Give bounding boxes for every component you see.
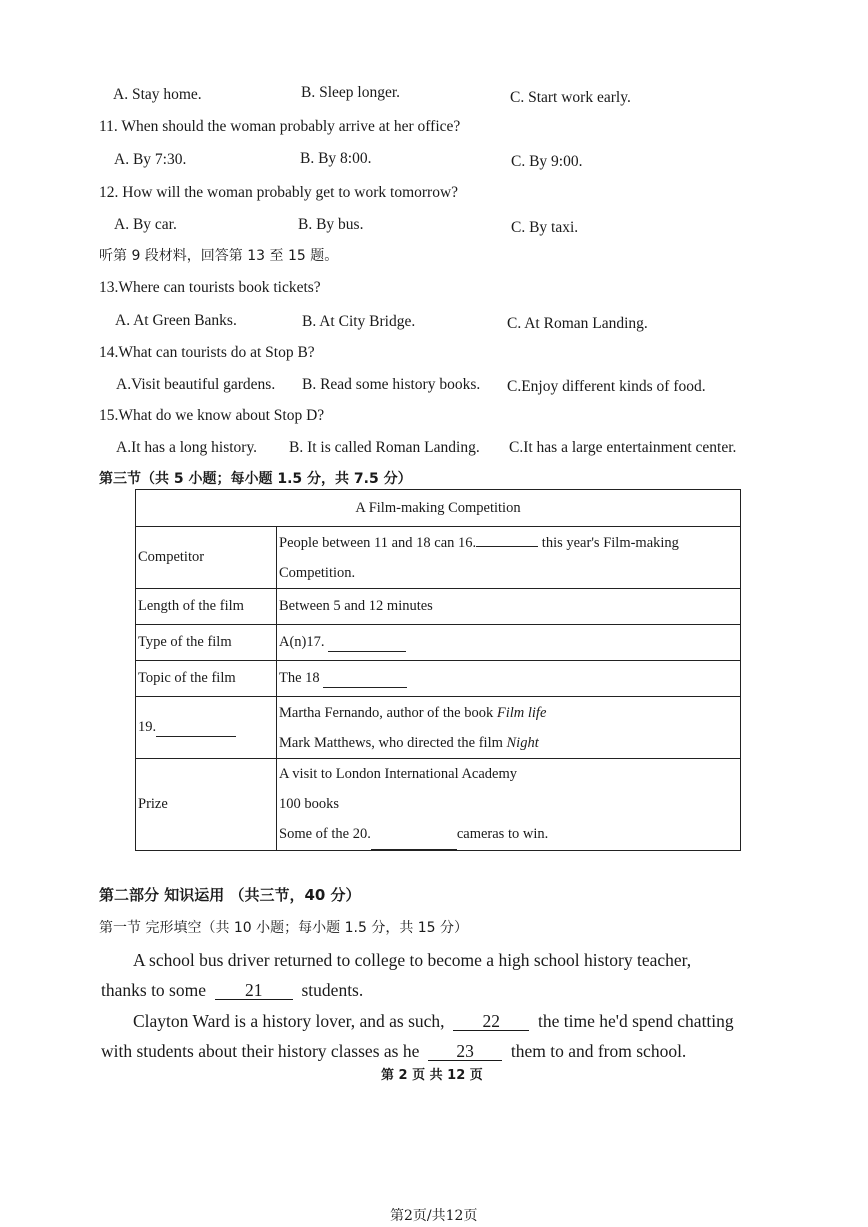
competitor-cell: [277, 527, 741, 589]
q15-question: 15.What do we know about Stop D?: [99, 407, 325, 424]
blank-17[interactable]: [328, 634, 406, 652]
prize-3-end: cameras to win.: [456, 826, 549, 842]
q13-question: 13.Where can tourists book tickets?: [99, 279, 321, 296]
judges-cell: [277, 697, 741, 759]
prize-3: Some of the 20.: [279, 826, 371, 842]
passage-text: with students about their history classes as he: [101, 1041, 420, 1061]
section3-heading: 第三节（共 5 小题；每小题 1.5 分，共 7.5 分）: [99, 471, 412, 487]
prize-cell: [277, 759, 741, 851]
passage-text: thanks to some: [101, 980, 206, 1000]
topic-value: The 18: [279, 669, 320, 686]
q13-option-b: B. At City Bridge.: [302, 313, 416, 330]
judges-label-cell: [136, 697, 277, 759]
competitor-text-end: Competition.: [279, 564, 356, 581]
passage-text: the time he'd spend chatting: [538, 1011, 734, 1031]
competitor-label: Competitor: [136, 527, 277, 589]
table-row: [136, 661, 741, 697]
table-title: A Film-making Competition: [136, 490, 741, 527]
blank-19[interactable]: [156, 719, 236, 737]
blank-16[interactable]: [476, 546, 538, 547]
judges-label: 19.: [138, 718, 157, 735]
q11-option-c: C. By 9:00.: [511, 153, 583, 170]
q14-option-c: C.Enjoy different kinds of food.: [507, 378, 706, 395]
passage-text: them to and from school.: [510, 1041, 687, 1061]
table-row: [136, 697, 741, 759]
q14-option-b: B. Read some history books.: [302, 376, 481, 393]
blank-22[interactable]: 22: [453, 1012, 529, 1031]
q15-option-c: C.It has a large entertainment center.: [509, 439, 737, 456]
prize-2: 100 books: [279, 796, 340, 812]
page-footer: 第 2 页 共 12 页: [381, 1068, 483, 1083]
type-cell: [277, 625, 741, 661]
blank-18[interactable]: [323, 670, 407, 688]
judge2-film: Night: [506, 734, 539, 751]
q11-question: 11. When should the woman probably arrive at her office?: [99, 118, 461, 135]
prize-label: Prize: [136, 759, 277, 851]
passage-text: students.: [301, 980, 364, 1000]
passage-text: Clayton Ward is a history lover, and as such,: [133, 1011, 445, 1031]
judge1-text: Martha Fernando, author of the book: [279, 704, 497, 721]
blank-20[interactable]: [371, 819, 457, 850]
topic-label: Topic of the film: [136, 661, 277, 697]
section9-instruction: 听第 9 段材料，回答第 13 至 15 题。: [99, 248, 339, 264]
q12-question: 12. How will the woman probably get to work tomorrow?: [99, 184, 459, 201]
competitor-text: People between 11 and 18 can 16.: [279, 534, 477, 551]
length-value: Between 5 and 12 minutes: [277, 589, 741, 625]
type-label: Type of the film: [136, 625, 277, 661]
part2-section1-heading: 第一节 完形填空（共 10 小题；每小题 1.5 分，共 15 分）: [99, 920, 469, 936]
judge1-book: Film life: [496, 704, 547, 721]
passage-line-3: [133, 1010, 734, 1032]
q12-option-a: A. By car.: [114, 216, 177, 233]
q10-option-b: B. Sleep longer.: [301, 84, 401, 101]
q14-question: 14.What can tourists do at Stop B?: [99, 344, 315, 361]
table-row: [136, 759, 741, 851]
table-row: [136, 625, 741, 661]
competition-table: [135, 489, 741, 851]
q13-option-a: A. At Green Banks.: [115, 312, 237, 329]
blank-21[interactable]: 21: [215, 981, 293, 1000]
q12-option-b: B. By bus.: [298, 216, 364, 233]
table-row: [136, 490, 741, 527]
judge2-text: Mark Matthews, who directed the film: [279, 734, 507, 751]
q14-option-a: A.Visit beautiful gardens.: [116, 376, 276, 393]
q13-option-c: C. At Roman Landing.: [507, 315, 648, 332]
q10-option-c: C. Start work early.: [510, 89, 631, 106]
q11-option-b: B. By 8:00.: [300, 150, 372, 167]
table-row: [136, 527, 741, 589]
q11-option-a: A. By 7:30.: [114, 151, 187, 168]
competitor-text-cont: this year's Film-making: [538, 534, 679, 551]
q12-option-c: C. By taxi.: [511, 219, 579, 236]
q10-option-a: A. Stay home.: [113, 86, 202, 103]
type-value: A(n)17.: [279, 633, 325, 650]
part2-heading: 第二部分 知识运用 （共三节，40 分）: [99, 886, 361, 904]
blank-23[interactable]: 23: [428, 1042, 502, 1061]
q15-option-b: B. It is called Roman Landing.: [289, 439, 480, 456]
passage-line-1: A school bus driver returned to college to become a high school history teacher,: [133, 950, 692, 970]
passage-line-4: [101, 1040, 686, 1062]
prize-1: A visit to London International Academy: [279, 766, 517, 782]
q15-option-a: A.It has a long history.: [116, 439, 258, 456]
length-label: Length of the film: [136, 589, 277, 625]
passage-line-2: [101, 979, 363, 1001]
topic-cell: [277, 661, 741, 697]
page-indicator: 第2页/共12页: [390, 1208, 478, 1224]
table-row: [136, 589, 741, 625]
